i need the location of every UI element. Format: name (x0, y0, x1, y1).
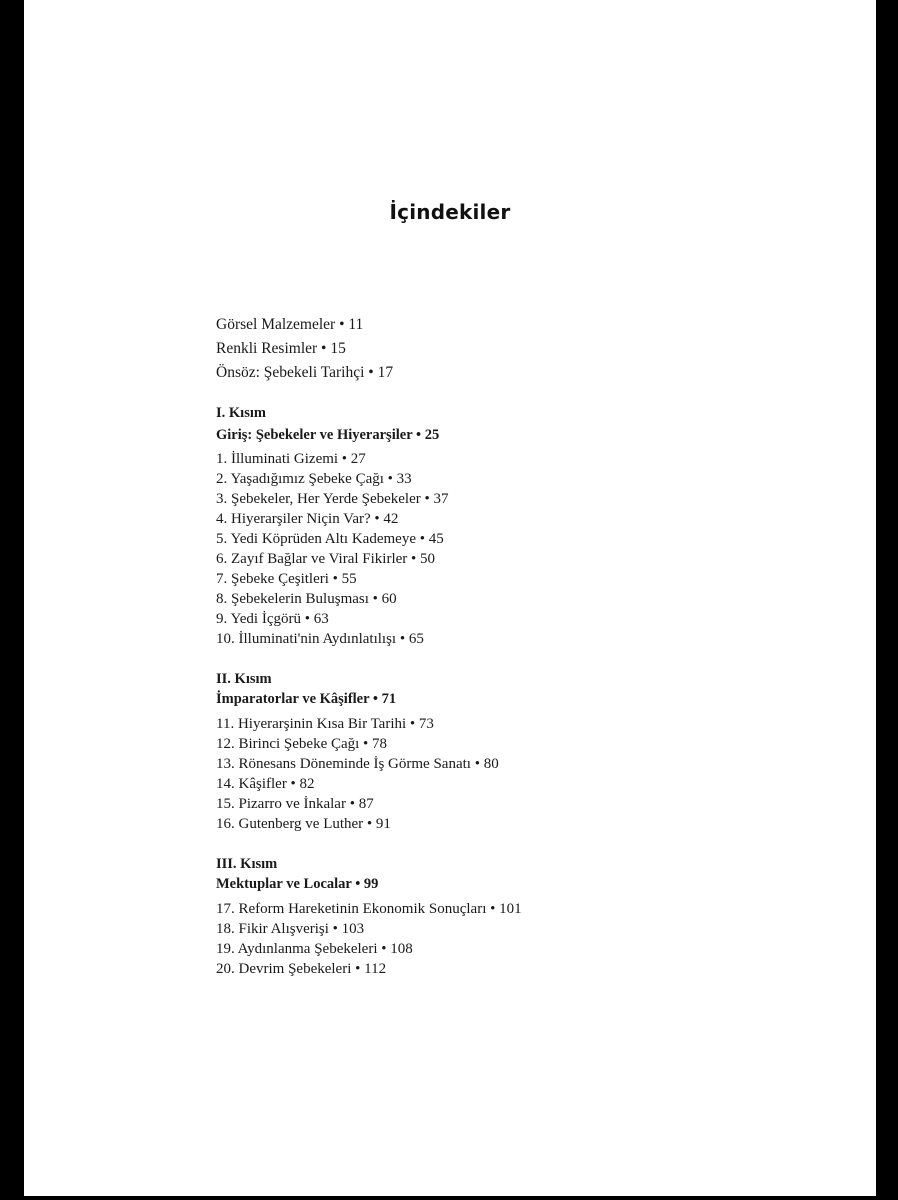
toc-chapter-13: 13. Rönesans Döneminde İş Görme Sanatı • 80 (216, 756, 499, 772)
toc-chapter-18: 18. Fikir Alışverişi • 103 (216, 921, 365, 937)
book-page (24, 0, 876, 1196)
toc-chapter-20: 20. Devrim Şebekeleri • 112 (216, 961, 387, 977)
toc-chapter-10: 10. İlluminati'nin Aydınlatılışı • 65 (216, 631, 424, 647)
part-2-label: II. Kısım (216, 671, 272, 687)
toc-chapter-1: 1. İlluminati Gizemi • 27 (216, 451, 366, 467)
toc-chapter-15: 15. Pizarro ve İnkalar • 87 (216, 796, 374, 812)
toc-chapter-3: 3. Şebekeler, Her Yerde Şebekeler • 37 (216, 491, 449, 507)
toc-chapter-2: 2. Yaşadığımız Şebeke Çağı • 33 (216, 471, 412, 487)
toc-chapter-5: 5. Yedi Köprüden Altı Kademeye • 45 (216, 531, 444, 547)
toc-chapter-9: 9. Yedi İçgörü • 63 (216, 611, 329, 627)
toc-chapter-12: 12. Birinci Şebeke Çağı • 78 (216, 736, 388, 752)
toc-chapter-14: 14. Kâşifler • 82 (216, 776, 315, 792)
toc-chapter-6: 6. Zayıf Bağlar ve Viral Fikirler • 50 (216, 551, 436, 567)
toc-chapter-17: 17. Reform Hareketinin Ekonomik Sonuçları • 101 (216, 901, 522, 917)
page-title: İçindekiler (389, 200, 511, 224)
toc-chapter-11: 11. Hiyerarşinin Kısa Bir Tarihi • 73 (216, 716, 434, 732)
toc-chapter-4: 4. Hiyerarşiler Niçin Var? • 42 (216, 511, 399, 527)
part-3-label: III. Kısım (216, 856, 278, 872)
toc-entry-visual-materials: Görsel Malzemeler • 11 (216, 316, 364, 333)
toc-entry-color-plates: Renkli Resimler • 15 (216, 340, 346, 357)
toc-chapter-8: 8. Şebekelerin Buluşması • 60 (216, 591, 397, 607)
part-1-title: Giriş: Şebekeler ve Hiyerarşiler • 25 (216, 427, 440, 443)
part-1-label: I. Kısım (216, 405, 266, 421)
part-2-title: İmparatorlar ve Kâşifler • 71 (216, 691, 397, 707)
toc-chapter-7: 7. Şebeke Çeşitleri • 55 (216, 571, 357, 587)
toc-chapter-19: 19. Aydınlanma Şebekeleri • 108 (216, 941, 413, 957)
toc-entry-preface: Önsöz: Şebekeli Tarihçi • 17 (216, 364, 394, 381)
toc-chapter-16: 16. Gutenberg ve Luther • 91 (216, 816, 391, 832)
part-3-title: Mektuplar ve Localar • 99 (216, 876, 379, 892)
